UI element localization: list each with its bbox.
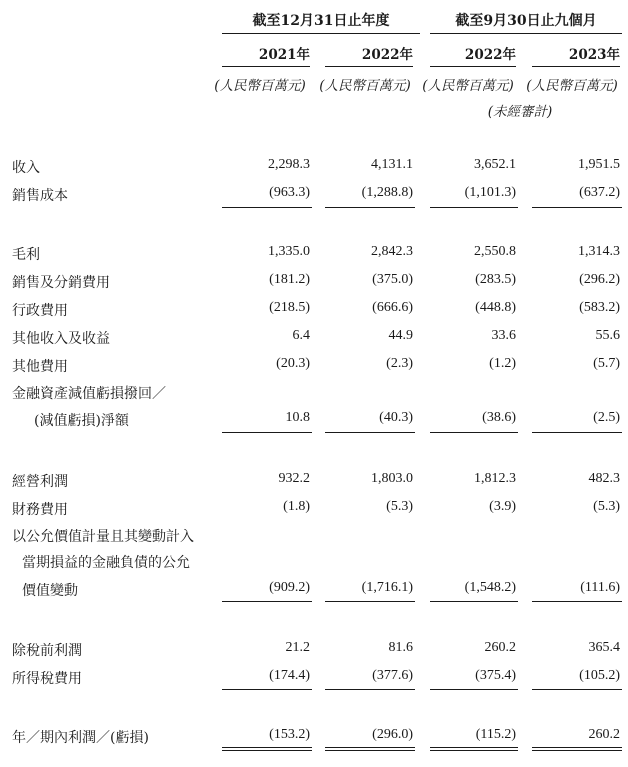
row-value: 260.2 xyxy=(588,727,620,742)
row-value: (283.5) xyxy=(475,272,516,287)
subtotal-rule xyxy=(532,432,622,433)
row-label: 銷售及分銷費用 xyxy=(12,275,110,291)
row-value: (377.6) xyxy=(372,668,413,683)
row-value: (296.2) xyxy=(579,272,620,287)
row-label: 經營利潤 xyxy=(12,474,68,490)
row-value: (2.3) xyxy=(386,356,413,371)
total-double-rule xyxy=(532,747,622,751)
row-label: 以公允價值計量且其變動計入 xyxy=(12,529,194,545)
row-label: 行政費用 xyxy=(12,303,68,319)
row-value: 1,314.3 xyxy=(578,244,620,259)
row-value: 260.2 xyxy=(484,640,516,655)
row-label: 財務費用 xyxy=(12,502,68,518)
row-label: 除稅前利潤 xyxy=(12,643,82,659)
row-value: 33.6 xyxy=(491,328,516,343)
row-label: 當期損益的金融負債的公允 xyxy=(22,555,190,571)
row-value: (2.5) xyxy=(593,410,620,425)
row-value: 55.6 xyxy=(595,328,620,343)
header-nine-months: 截至9月30日止九個月 xyxy=(430,10,622,34)
row-value: (1.2) xyxy=(489,356,516,371)
total-double-rule xyxy=(430,747,518,751)
row-value: 2,550.8 xyxy=(474,244,516,259)
row-value: (5.3) xyxy=(593,499,620,514)
subtotal-rule xyxy=(430,601,518,602)
subtotal-rule xyxy=(430,207,518,208)
unit-col-2: (人民幣百萬元) xyxy=(319,78,411,94)
year-col-4: 2023年 xyxy=(532,43,620,67)
row-value: (1,548.2) xyxy=(464,580,516,595)
row-value: (105.2) xyxy=(579,668,620,683)
row-value: (174.4) xyxy=(269,668,310,683)
row-value: (296.0) xyxy=(372,727,413,742)
year-col-2: 2022年 xyxy=(325,43,413,67)
row-label: 毛利 xyxy=(12,247,40,263)
row-label: 其他費用 xyxy=(12,359,68,375)
row-value: (38.6) xyxy=(482,410,516,425)
subtotal-rule xyxy=(222,432,312,433)
row-label: 年／期內利潤／(虧損) xyxy=(12,730,149,746)
subtotal-rule xyxy=(222,689,312,690)
row-value: 10.8 xyxy=(285,410,310,425)
total-double-rule xyxy=(325,747,415,751)
row-value: (448.8) xyxy=(475,300,516,315)
row-value: 6.4 xyxy=(292,328,310,343)
subtotal-rule xyxy=(325,601,415,602)
row-value: 1,951.5 xyxy=(578,157,620,172)
row-value: 1,335.0 xyxy=(268,244,310,259)
row-value: 365.4 xyxy=(588,640,620,655)
unit-col-1: (人民幣百萬元) xyxy=(214,78,306,94)
row-label: 收入 xyxy=(12,160,40,176)
row-value: (666.6) xyxy=(372,300,413,315)
row-value: 44.9 xyxy=(388,328,413,343)
row-value: (375.0) xyxy=(372,272,413,287)
row-label: 價值變動 xyxy=(22,583,78,599)
year-col-3: 2022年 xyxy=(430,43,516,67)
subtotal-rule xyxy=(430,432,518,433)
subtotal-rule xyxy=(325,207,415,208)
row-value: (1,101.3) xyxy=(464,185,516,200)
row-value: (40.3) xyxy=(379,410,413,425)
row-value: (153.2) xyxy=(269,727,310,742)
unaudited-note: (未經審計) xyxy=(487,104,553,120)
total-double-rule xyxy=(222,747,312,751)
subtotal-rule xyxy=(430,689,518,690)
row-value: 4,131.1 xyxy=(371,157,413,172)
subtotal-rule xyxy=(532,689,622,690)
row-label: (減值虧損)淨額 xyxy=(34,413,129,429)
row-label: 所得稅費用 xyxy=(12,671,82,687)
year-col-1: 2021年 xyxy=(222,43,310,67)
subtotal-rule xyxy=(325,689,415,690)
row-value: (3.9) xyxy=(489,499,516,514)
row-value: (963.3) xyxy=(269,185,310,200)
row-value: (1,288.8) xyxy=(361,185,413,200)
row-value: 81.6 xyxy=(388,640,413,655)
row-value: 1,812.3 xyxy=(474,471,516,486)
row-value: (20.3) xyxy=(276,356,310,371)
row-value: (218.5) xyxy=(269,300,310,315)
row-value: 2,842.3 xyxy=(371,244,413,259)
row-label: 銷售成本 xyxy=(12,188,68,204)
row-label: 金融資產減值虧損撥回／ xyxy=(12,386,166,402)
row-value: (583.2) xyxy=(579,300,620,315)
row-value: (1.8) xyxy=(283,499,310,514)
row-value: 21.2 xyxy=(285,640,310,655)
header-year-ended: 截至12月31日止年度 xyxy=(222,10,420,34)
row-value: 932.2 xyxy=(278,471,310,486)
subtotal-rule xyxy=(222,601,312,602)
row-value: (5.3) xyxy=(386,499,413,514)
row-value: (637.2) xyxy=(579,185,620,200)
row-value: 1,803.0 xyxy=(371,471,413,486)
row-value: (1,716.1) xyxy=(361,580,413,595)
row-value: (115.2) xyxy=(475,727,516,742)
row-value: 3,652.1 xyxy=(474,157,516,172)
subtotal-rule xyxy=(532,207,622,208)
row-value: (375.4) xyxy=(475,668,516,683)
row-label: 其他收入及收益 xyxy=(12,331,110,347)
row-value: (909.2) xyxy=(269,580,310,595)
row-value: (5.7) xyxy=(593,356,620,371)
unit-col-4: (人民幣百萬元) xyxy=(526,78,618,94)
unit-col-3: (人民幣百萬元) xyxy=(422,78,514,94)
subtotal-rule xyxy=(532,601,622,602)
row-value: 2,298.3 xyxy=(268,157,310,172)
row-value: (111.6) xyxy=(580,580,620,595)
subtotal-rule xyxy=(325,432,415,433)
row-value: 482.3 xyxy=(588,471,620,486)
row-value: (181.2) xyxy=(269,272,310,287)
subtotal-rule xyxy=(222,207,312,208)
